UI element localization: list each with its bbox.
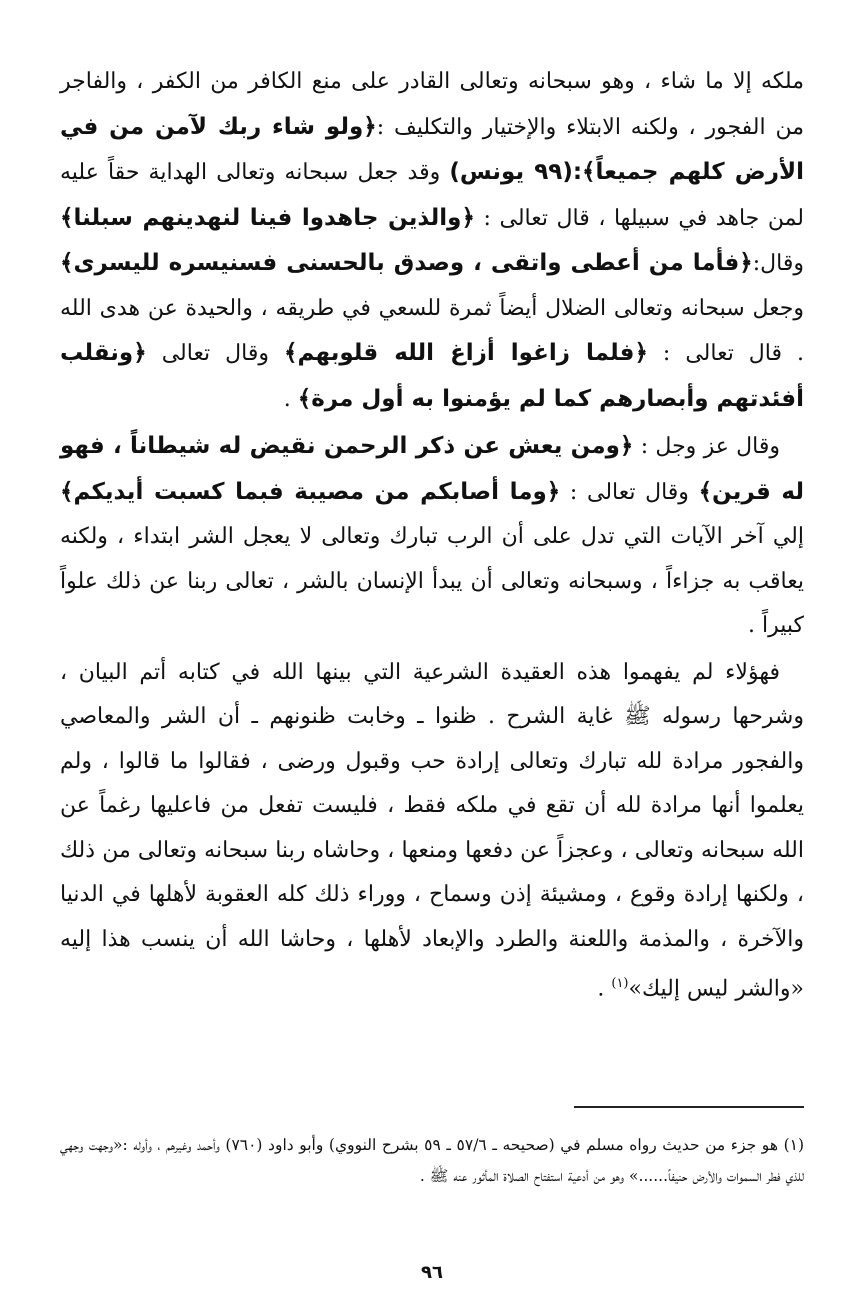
body-text: وجعل سبحانه وتعالى الضلال أيضاً ثمرة للسعي في طريقه ، والحيدة عن هدى الله . قال تعالى : <box>60 295 804 366</box>
body-text: وقال: <box>752 251 804 276</box>
footnote: (١) هو جزء من حديث رواه مسلم في (صحيحه ـ ٥٧/٦ ـ ٥٩ بشرح النووي) وأبو داود (٧٦٠) وأحمد وغيرهم ، وأوله :«وجهت وجهي للذي فطر السموات والأرض حنيفاً......» وهو من أدعية استفتاح الصلاة المأثور عنه ﷺ . <box>60 1136 805 1185</box>
main-text <box>60 60 804 1012</box>
body-text: . <box>283 386 298 412</box>
quran-verse: ﴿ولو شاء ربك لآمن من في الأرض كلهم جميعاً﴾ <box>60 113 804 185</box>
body-text: . <box>597 976 612 1002</box>
footnote-divider <box>574 1106 804 1108</box>
footnotes <box>60 1130 804 1192</box>
body-text: وقد جعل سبحانه وتعالى الهداية حقاً عليه لمن جاهد في سبيلها ، قال تعالى : <box>60 160 804 231</box>
paragraph <box>60 60 804 422</box>
body-text: ملكه إلا ما شاء ، وهو سبحانه وتعالى القادر على منع الكافر من الكفر ، والفاجر من الفجور ، ولكنه الابتلاء والإختيار والتكليف : <box>60 69 804 140</box>
quran-verse: ﴿ومن يعش عن ذكر الرحمن نقيض له شيطاناً ، فهو له قرين﴾ <box>60 433 804 505</box>
body-text: وقال تعالى <box>146 341 284 366</box>
paragraph <box>60 424 804 649</box>
body-text: فهؤلاء لم يفهموا هذه العقيدة الشرعية التي بينها الله في كتابه أتم البيان ، وشرحها رسوله ﷺ غاية الشرح . ظنوا ـ وخابت ظنونهم ـ أن الشر والمعاصي والفجور مرادة لله تبارك وتعالى إرادة حب وقبول ورضى ، فقالوا ما قالوا ، ولم يعلموا أنها مرادة لله أن تقع في ملكه فقط ، فليست تفعل من فاعليها رغماً عن الله سبحانه وتعالى ، وعجزاً عن دفعها ومنعها ، وحاشاه ربنا سبحانه وتعالى من ذلك ، ولكنها إرادة وقوع ، ومشيئة إذن وسماح ، ووراء ذلك كله العقوبة لأهلها في الدنيا والآخرة ، والمذمة واللعنة والطرد والإبعاد لأهلها ، وحاشا الله أن ينسب هذا إليه «والشر ليس إليك» <box>60 659 804 1002</box>
quran-verse: ﴿ونقلب أفئدتهم وأبصارهم كما لم يؤمنوا به أول مرة﴾ <box>60 340 804 412</box>
body-text: وقال عز وجل : <box>633 434 780 459</box>
page-number: ٩٦ <box>421 1262 443 1283</box>
quran-verse: ﴿والذين جاهدوا فينا لنهدينهم سبلنا﴾ <box>60 204 475 231</box>
footnote-marker: (١) <box>611 976 629 991</box>
quran-verse: :(٩٩ يونس) <box>449 159 583 185</box>
paragraph <box>60 651 804 1012</box>
body-text: إلي آخر الآيات التي تدل على أن الرب تبارك وتعالى لا يعجل الشر ابتداء ، ولكنه يعاقب به جزاءاً ، وسبحانه وتعالى أن يبدأ الإنسان بالشر ، تعالى ربنا عن ذلك علواً كبيراً . <box>60 524 804 638</box>
quran-verse: ﴿فلما زاغوا أزاغ الله قلوبهم﴾ <box>284 340 648 366</box>
quran-verse: ﴿وما أصابكم من مصيبة فبما كسبت أيديكم﴾ <box>60 478 561 505</box>
body-text: وقال تعالى : <box>560 479 699 505</box>
quran-verse: ﴿فأما من أعطى واتقى ، وصدق بالحسنى فسنيسره لليسرى﴾ <box>60 250 753 276</box>
